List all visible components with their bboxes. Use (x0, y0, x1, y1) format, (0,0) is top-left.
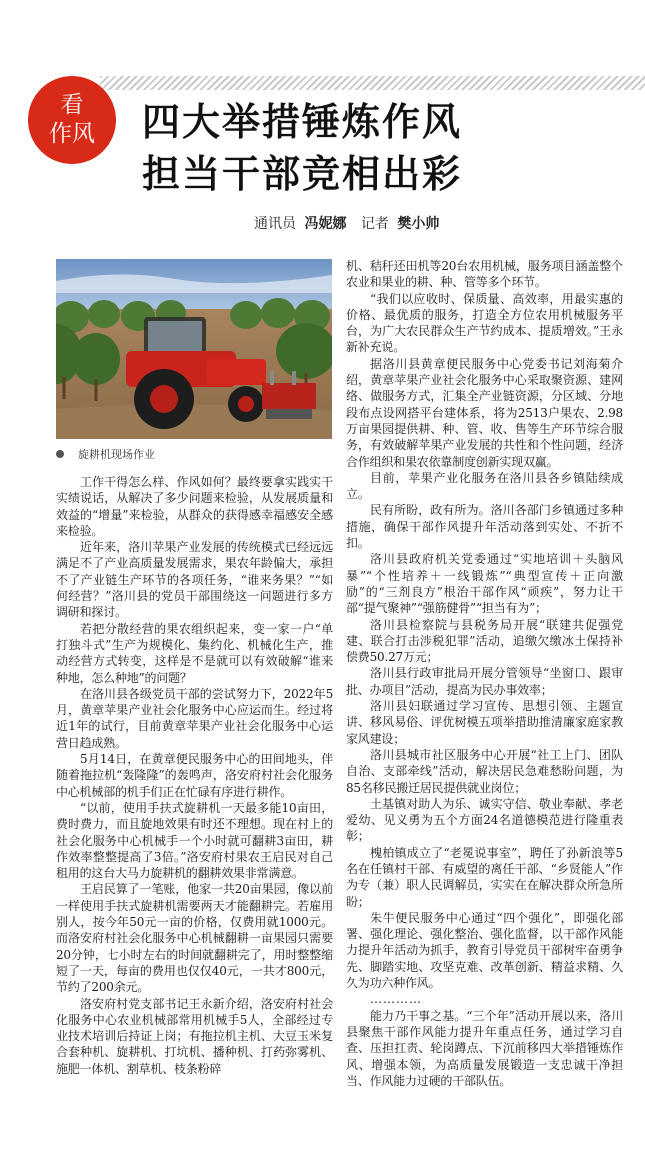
article-paragraph: 洛安府村党支部书记王永新介绍，洛安府村社会化服务中心农业机械部常用机械手5人，全部经过专业技术培训后持证上岗；有拖拉机主机、大豆玉米复合套种机、旋耕机、打坑机、播种机、打药弥雾机、施肥一体机、割草机、枝条粉碎 (56, 996, 333, 1076)
byline-name-correspondent: 冯妮娜 (304, 216, 347, 232)
tractor-photo (56, 259, 332, 439)
article-paragraph: 洛川县政府机关党委通过“实地培训＋头脑风暴”“个性培养＋一线锻炼”“典型宣传＋正向激励”的“三剂良方”根治干部作风“顽疾”，努力让干部“提气聚神”“强筋健骨”“担当有为”； (346, 552, 623, 616)
article-paragraph: 朱牛便民服务中心通过“四个强化”，即强化部署、强化理论、强化整治、强化监督，以干部作风能力提升年活动为抓手，教育引导党员干部树牢奋勇争先、脚踏实地、攻坚克难、改革创新、精益求精、久久为功六种作风。 (346, 910, 623, 991)
section-badge (28, 76, 116, 164)
article-paragraph: 机、秸秆还田机等20台农用机械，服务项目涵盖整个农业和果业的耕、种、管等多个环节。 (346, 259, 623, 290)
article-paragraph: 洛川县城市社区服务中心开展“社工上门、团队自治、支部牵线”活动，解决居民急难愁盼问题，为85名移民搬迁居民提供就业岗位； (346, 747, 623, 795)
article-paragraph: 若把分散经营的果农组织起来，变一家一户“单打独斗式”生产为规模化、集约化、机械化生产，推动经营方式转变，这样是不是就可以有效破解“谁来种地，怎么种地”的问题？ (56, 621, 333, 685)
headline (142, 96, 622, 200)
article-paragraph: “以前，使用手扶式旋耕机一天最多能10亩田，费时费力，而且旋地效果有时还不理想。现在村上的社会化服务中心机械手一个小时就可翻耕3亩田，耕作效率整整提高了3倍。”洛安府村果农王启民对自己租用的这台大马力旋耕机的翻耕效果非常满意。 (56, 800, 333, 881)
section-badge-line2: 作风 (49, 121, 95, 147)
photo-caption-text: 旋耕机现场作业 (78, 448, 155, 461)
article-column-left (56, 474, 333, 1077)
byline-role-reporter: 记者 (360, 216, 389, 232)
byline-name-reporter: 樊小帅 (397, 216, 440, 232)
article-paragraph: 能力乃干事之基。“三个年”活动开展以来，洛川县聚焦干部作风能力提升年重点任务，通过学习自查、压担扛责、轮岗蹲点、下沉前移四大举措锤炼作风、增强本领，为高质量发展锻造一支忠诚干净担当、作风能力过硬的干部队伍。 (346, 1008, 623, 1088)
article-column-right (346, 258, 623, 1089)
article-paragraph: 土基镇对助人为乐、诚实守信、敬业奉献、孝老爱幼、见义勇为五个方面24名道德模范进行隆重表彰； (346, 796, 623, 844)
article-paragraph: 洛川县妇联通过学习宣传、思想引领、主题宣讲、移风易俗、评优树模五项举措助推清廉家庭家教家风建设； (346, 699, 623, 746)
article-paragraph: 工作干得怎么样、作风如何？最终要拿实践实干实绩说话，从解决了多少问题来检验，从发展质量和效益的“增量”来检验，从群众的获得感幸福感安全感来检验。 (56, 475, 333, 538)
caption-bullet-icon (56, 450, 64, 458)
byline (254, 213, 449, 233)
byline-role-correspondent: 通讯员 (254, 216, 296, 232)
decorative-stripes (100, 76, 645, 90)
headline-line1: 四大举措锤炼作风 (142, 100, 463, 144)
article-paragraph: 目前，苹果产业化服务在洛川县各乡镇陆续成立。 (346, 470, 623, 502)
article-paragraph: 据洛川县黄章便民服务中心党委书记刘海菊介绍，黄章苹果产业社会化服务中心采取聚资源、建网络、做服务方式，汇集全产业链资源，分区域、分地段布点设网搭平台建体系，将为2513户果农、2.98万亩果园提供耕、种、管、收、售等生产环节综合服务，有效破解苹果产业发展的共性和个性问题，经济合作组织和果农依靠制度创新实现双赢。 (346, 356, 623, 469)
article-paragraph: 民有所盼，政有所为。洛川各部门乡镇通过多种措施，确保干部作风提升年活动落到实处、不折不扣。 (346, 503, 623, 551)
article-paragraph: 洛川县检察院与县税务局开展“联建共促强党建、联合打击涉税犯罪”活动，追缴欠缴冰土保持补偿费50.27万元； (346, 617, 623, 665)
article-paragraph: 在洛川县各级党员干部的尝试努力下，2022年5月，黄章苹果产业社会化服务中心应运而生。经过将近1年的试行，目前黄章苹果产业社会化服务中心运营日趋成熟。 (56, 686, 333, 750)
article-paragraph: “我们以应收时、保质量、高效率，用最实惠的价格、最优质的服务，打造全方位农用机械服务平台，为广大农民群众生产节约成本、提质增效。”王永新补充说。 (346, 291, 623, 355)
article-paragraph: 王启民算了一笔账，他家一共20亩果园，像以前一样使用手扶式旋耕机需要两天才能翻耕完。若雇用别人，按今年50元一亩的价格，仅费用就1000元。而洛安府村社会化服务中心机械翻耕一亩果园只需要20分钟，七小时左右的时间就翻耕完了，用时整整缩短了一天，每亩的费用也仅仅40元，一共才800元，节约了200余元。 (56, 882, 333, 995)
article-paragraph: 洛川县行政审批局开展分管领导“坐窗口、跟审批、办项目”活动，提高为民办事效率； (346, 666, 623, 697)
section-separator: ………… (370, 992, 422, 1007)
article-paragraph: 近年来，洛川苹果产业发展的传统模式已经远远满足不了产业高质量发展需求，果农年龄偏大，承担不了产业链生产环节的各项任务，“谁来务果？”“如何经营？”洛川县的党员干部围绕这一问题进行多方调研和探讨。 (56, 540, 333, 620)
headline-line2: 担当干部竞相出彩 (142, 152, 463, 196)
photo-caption (56, 446, 155, 462)
article-paragraph: 槐柏镇成立了“老冕说事室”，聘任了孙新浪等5名在任镇村干部、有威望的离任干部、“乡贤能人”作为专（兼）职人民调解员，实实在在解决群众所急所盼； (346, 845, 623, 909)
article-paragraph: 5月14日，在黄章便民服务中心的田间地头，伴随着拖拉机“轰隆隆”的轰鸣声，洛安府村社会化服务中心机械部的机手们正在忙碌有序进行耕作。 (56, 752, 333, 799)
section-badge-line1: 看 (60, 92, 84, 118)
